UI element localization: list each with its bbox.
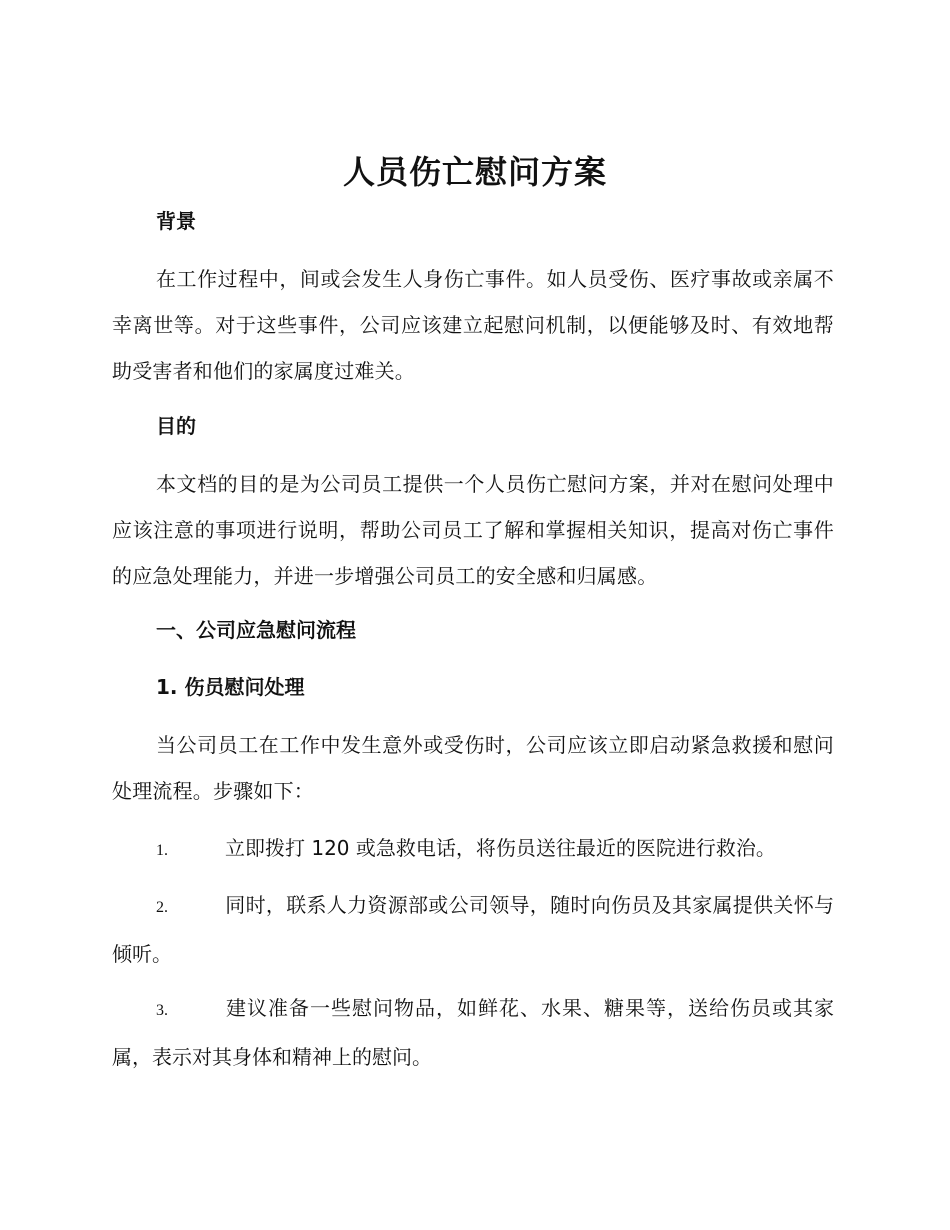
document-title: 人员伤亡慰问方案 — [342, 153, 607, 191]
list-item-text: 建议准备一些慰问物品，如鲜花、水果、糖果等，送给伤员或其家属，表示对其身体和精神上的慰问。 — [112, 996, 834, 1069]
list-item-number: 2. — [156, 899, 168, 916]
purpose-paragraph: 本文档的目的是为公司员工提供一个人员伤亡慰问方案，并对在慰问处理中应该注意的事项进行说明，帮助公司员工了解和掌握相关知识，提高对伤亡事件的应急处理能力，并进一步增强公司员工的安全感和归属感。 — [112, 472, 834, 588]
list-item-number: 3. — [156, 1002, 168, 1019]
injury-subheading: 1. 伤员慰问处理 — [156, 675, 305, 699]
purpose-heading: 目的 — [156, 414, 196, 438]
list-item-text: 立即拨打 120 或急救电话，将伤员送往最近的医院进行救治。 — [225, 836, 776, 860]
background-heading: 背景 — [156, 209, 196, 233]
list-item-text: 同时，联系人力资源部或公司领导，随时向伤员及其家属提供关怀与倾听。 — [112, 893, 834, 966]
injury-intro-paragraph: 当公司员工在工作中发生意外或受伤时，公司应该立即启动紧急救援和慰问处理流程。步骤如下： — [112, 733, 834, 803]
list-item — [112, 882, 834, 977]
process-heading: 一、公司应急慰问流程 — [156, 618, 356, 642]
list-item-number: 1. — [156, 842, 168, 859]
list-item — [112, 825, 834, 874]
background-paragraph: 在工作过程中，间或会发生人身伤亡事件。如人员受伤、医疗事故或亲属不幸离世等。对于这些事件，公司应该建立起慰问机制，以便能够及时、有效地帮助受害者和他们的家属度过难关。 — [112, 267, 834, 383]
list-item — [112, 985, 834, 1080]
